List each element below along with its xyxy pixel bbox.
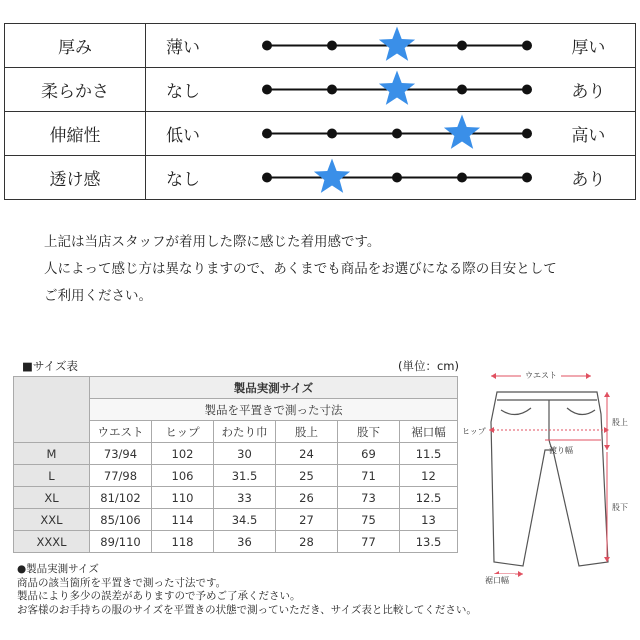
scale-dot bbox=[457, 85, 467, 95]
feel-low-label: 薄い bbox=[145, 24, 255, 68]
size-cell: 81/102 bbox=[90, 487, 152, 509]
size-cell: 73/94 bbox=[90, 443, 152, 465]
feel-attribute: 厚み bbox=[5, 24, 146, 68]
feel-high-label: 厚い bbox=[565, 24, 635, 68]
waist-arrow-head bbox=[491, 373, 496, 379]
scale-dot bbox=[522, 129, 532, 139]
size-cell: 13.5 bbox=[400, 531, 458, 553]
size-row bbox=[14, 443, 458, 465]
size-cell: 25 bbox=[276, 465, 338, 487]
size-cell: 27 bbox=[276, 509, 338, 531]
size-corner bbox=[14, 377, 90, 443]
size-label: XXXL bbox=[14, 531, 90, 553]
size-header-sub: 製品を平置きで測った寸法 bbox=[90, 399, 458, 421]
size-cell: 30 bbox=[214, 443, 276, 465]
scale-dot bbox=[327, 129, 337, 139]
scale-star-marker bbox=[444, 115, 480, 149]
feel-scale bbox=[255, 112, 565, 156]
scale-dot bbox=[262, 41, 272, 51]
size-table-title: ■サイズ表 bbox=[22, 359, 78, 373]
size-label: M bbox=[14, 443, 90, 465]
size-row bbox=[14, 509, 458, 531]
size-row bbox=[14, 487, 458, 509]
size-cell: 118 bbox=[152, 531, 214, 553]
scale-dot bbox=[522, 41, 532, 51]
rise-arrow-head bbox=[604, 392, 610, 397]
feel-attribute: 柔らかさ bbox=[5, 68, 146, 112]
feel-notes bbox=[44, 229, 557, 310]
size-cell: 71 bbox=[338, 465, 400, 487]
feel-table bbox=[4, 23, 636, 200]
scale-dot bbox=[457, 173, 467, 183]
feel-row bbox=[5, 24, 636, 68]
scale-dot bbox=[262, 129, 272, 139]
size-cell: 77/98 bbox=[90, 465, 152, 487]
pants-measurement-diagram bbox=[461, 362, 637, 588]
feel-scale-graphic bbox=[255, 24, 565, 67]
note-line: 上記は当店スタッフが着用した際に感じた着用感です。 bbox=[44, 234, 381, 250]
size-cell: 85/106 bbox=[90, 509, 152, 531]
size-cell: 102 bbox=[152, 443, 214, 465]
size-header-main: 製品実測サイズ bbox=[90, 377, 458, 399]
feel-row bbox=[5, 112, 636, 156]
size-cell: 110 bbox=[152, 487, 214, 509]
note-line: 人によって感じ方は異なりますので、あくまでも商品をお選びになる際の目安として bbox=[44, 261, 557, 277]
scale-dot bbox=[392, 129, 402, 139]
rise-arrow-head bbox=[604, 445, 610, 450]
footnote-line: お客様のお手持ちの服のサイズを平置きの状態で測っていただき、サイズ表と比較してください。 bbox=[17, 603, 477, 616]
scale-dot bbox=[522, 85, 532, 95]
size-cell: 36 bbox=[214, 531, 276, 553]
size-cell: 34.5 bbox=[214, 509, 276, 531]
size-footnote bbox=[17, 563, 477, 617]
footnote-line: 製品により多少の誤差がありますので予めご了承ください。 bbox=[17, 590, 301, 602]
size-column-header: 股下 bbox=[338, 421, 400, 443]
size-cell: 24 bbox=[276, 443, 338, 465]
scale-dot bbox=[327, 41, 337, 51]
feel-low-label: なし bbox=[145, 156, 255, 200]
rise-label: 股上 bbox=[612, 418, 628, 427]
footnote-line: ●製品実測サイズ bbox=[17, 563, 99, 575]
feel-high-label: あり bbox=[565, 156, 635, 200]
size-row bbox=[14, 465, 458, 487]
scale-dot bbox=[392, 173, 402, 183]
size-cell: 26 bbox=[276, 487, 338, 509]
size-cell: 33 bbox=[214, 487, 276, 509]
feel-scale bbox=[255, 156, 565, 200]
size-cell: 12.5 bbox=[400, 487, 458, 509]
size-cell: 11.5 bbox=[400, 443, 458, 465]
size-cell: 106 bbox=[152, 465, 214, 487]
size-cell: 77 bbox=[338, 531, 400, 553]
size-column-header: 裾口幅 bbox=[400, 421, 458, 443]
size-cell: 75 bbox=[338, 509, 400, 531]
scale-star-marker bbox=[379, 27, 415, 61]
hip-label: ヒップ bbox=[462, 427, 486, 436]
feel-scale bbox=[255, 24, 565, 68]
size-cell: 31.5 bbox=[214, 465, 276, 487]
feel-high-label: 高い bbox=[565, 112, 635, 156]
size-column-header: ヒップ bbox=[152, 421, 214, 443]
size-table-unit: (単位：cm) bbox=[398, 359, 459, 373]
inseam-arrow-head bbox=[604, 557, 610, 562]
scale-star-marker bbox=[379, 71, 415, 105]
waist-arrow-head bbox=[586, 373, 591, 379]
feel-scale-graphic bbox=[255, 68, 565, 111]
size-row bbox=[14, 531, 458, 553]
size-cell: 28 bbox=[276, 531, 338, 553]
feel-scale-graphic bbox=[255, 112, 565, 155]
size-cell: 13 bbox=[400, 509, 458, 531]
scale-dot bbox=[262, 85, 272, 95]
feel-high-label: あり bbox=[565, 68, 635, 112]
note-line: ご利用ください。 bbox=[44, 288, 152, 304]
feel-row bbox=[5, 156, 636, 200]
scale-star-marker bbox=[314, 159, 350, 193]
thigh-label: 渡り幅 bbox=[549, 446, 573, 455]
size-label: L bbox=[14, 465, 90, 487]
feel-row bbox=[5, 68, 636, 112]
size-cell: 89/110 bbox=[90, 531, 152, 553]
size-cell: 12 bbox=[400, 465, 458, 487]
waist-label: ウエスト bbox=[525, 371, 557, 380]
size-table bbox=[13, 376, 458, 553]
size-label: XXL bbox=[14, 509, 90, 531]
scale-dot bbox=[522, 173, 532, 183]
size-label: XL bbox=[14, 487, 90, 509]
size-column-header: ウエスト bbox=[90, 421, 152, 443]
feel-attribute: 透け感 bbox=[5, 156, 146, 200]
feel-low-label: なし bbox=[145, 68, 255, 112]
hem-arrow-head bbox=[518, 571, 523, 577]
inseam-label: 股下 bbox=[612, 503, 628, 512]
size-cell: 73 bbox=[338, 487, 400, 509]
size-cell: 114 bbox=[152, 509, 214, 531]
size-column-header: 股上 bbox=[276, 421, 338, 443]
size-column-header: わたり巾 bbox=[214, 421, 276, 443]
scale-dot bbox=[327, 85, 337, 95]
feel-low-label: 低い bbox=[145, 112, 255, 156]
feel-attribute: 伸縮性 bbox=[5, 112, 146, 156]
size-cell: 69 bbox=[338, 443, 400, 465]
hem-label: 裾口幅 bbox=[485, 576, 509, 585]
scale-dot bbox=[262, 173, 272, 183]
pants-outline bbox=[491, 392, 608, 566]
footnote-line: 商品の該当箇所を平置きで測った寸法です。 bbox=[17, 576, 227, 589]
scale-dot bbox=[457, 41, 467, 51]
feel-scale-graphic bbox=[255, 156, 565, 199]
feel-scale bbox=[255, 68, 565, 112]
